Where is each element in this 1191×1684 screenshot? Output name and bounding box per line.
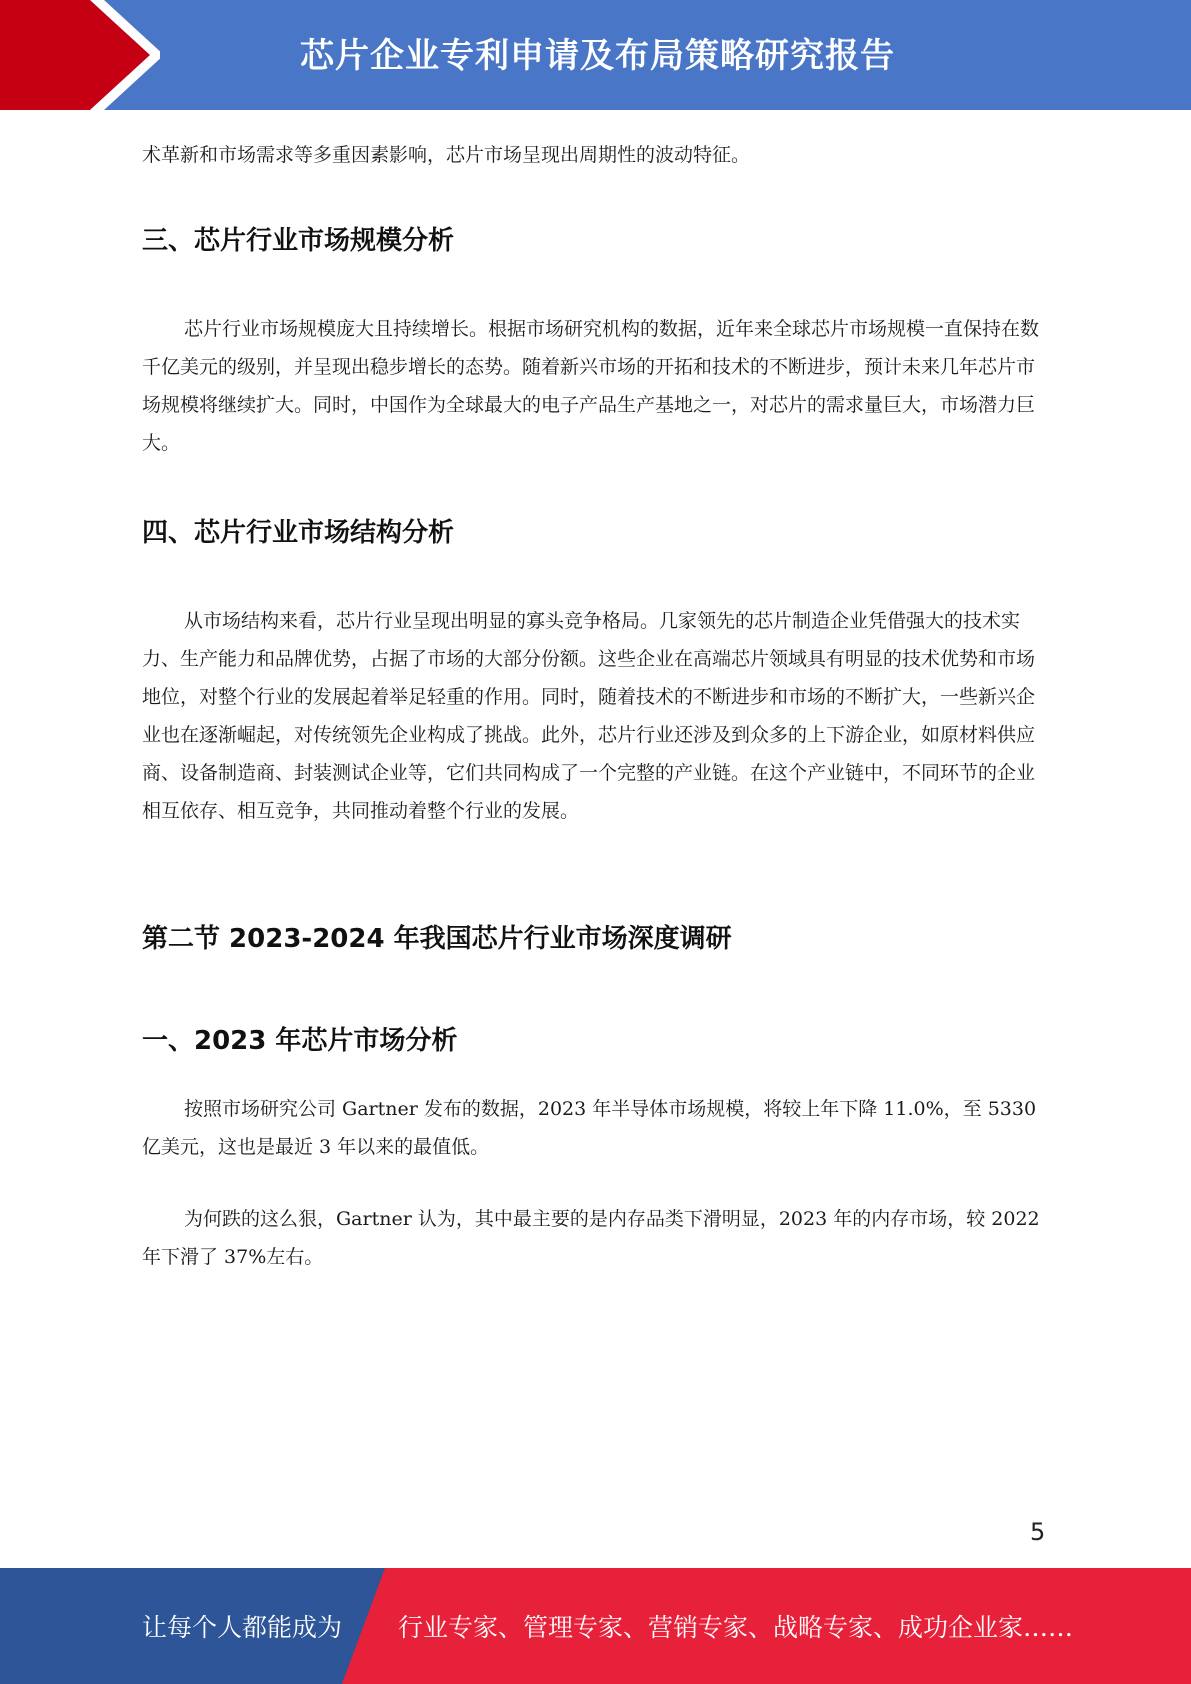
market-structure-paragraph: 从市场结构来看，芯片行业呈现出明显的寡头竞争格局。几家领先的芯片制造企业凭借强大的技术实力、生产能力和品牌优势，占据了市场的大部分份额。这些企业在高端芯片领域具有明显的技术优势和市场地位，对整个行业的发展起着举足轻重的作用。同时，随着技术的不断进步和市场的不断扩大，一些新兴企业也在逐渐崛起，对传统领先企业构成了挑战。此外，芯片行业还涉及到众多的上下游企业，如原材料供应商、设备制造商、封装测试企业等，它们共同构成了一个完整的产业链。在这个产业链中，不同环节的企业相互依存、相互竞争，共同推动着整个行业的发展。: [142, 610, 1036, 822]
page-header: [0, 0, 1191, 110]
memory-decline-paragraph: 为何跌的这么狠，Gartner 认为，其中最主要的是内存品类下滑明显，2023 年的内存市场，较 2022 年下滑了 37%左右。: [142, 1208, 1040, 1268]
gartner-data-paragraph: 按照市场研究公司 Gartner 发布的数据，2023 年半导体市场规模，将较上年下降 11.0%，至 5330 亿美元，这也是最近 3 年以来的最值低。: [142, 1098, 1037, 1158]
section-heading-market-size: 三、芯片行业市场规模分析: [142, 226, 455, 256]
page-footer: [0, 1568, 1191, 1684]
intro-paragraph-tail: 术革新和市场需求等多重因素影响，芯片市场呈现出周期性的波动特征。: [142, 144, 751, 166]
page-number: 5: [1030, 1518, 1046, 1546]
arrow-banner-icon: [0, 0, 160, 110]
chapter-section-heading: 第二节 2023-2024 年我国芯片行业市场深度调研: [142, 924, 732, 954]
footer-slogan-left: 让每个人都能成为: [142, 1613, 343, 1642]
footer-slogan-right: 行业专家、管理专家、营销专家、战略专家、成功企业家……: [398, 1613, 1074, 1642]
report-title: 芯片企业专利申请及布局策略研究报告: [300, 36, 895, 76]
subsection-heading-2023: 一、2023 年芯片市场分析: [142, 1026, 458, 1056]
section-heading-market-structure: 四、芯片行业市场结构分析: [142, 518, 455, 548]
market-size-paragraph: 芯片行业市场规模庞大且持续增长。根据市场研究机构的数据，近年来全球芯片市场规模一直保持在数千亿美元的级别，并呈现出稳步增长的态势。随着新兴市场的开拓和技术的不断进步，预计未来几年芯片市场规模将继续扩大。同时，中国作为全球最大的电子产品生产基地之一，对芯片的需求量巨大，市场潜力巨大。: [142, 318, 1040, 454]
